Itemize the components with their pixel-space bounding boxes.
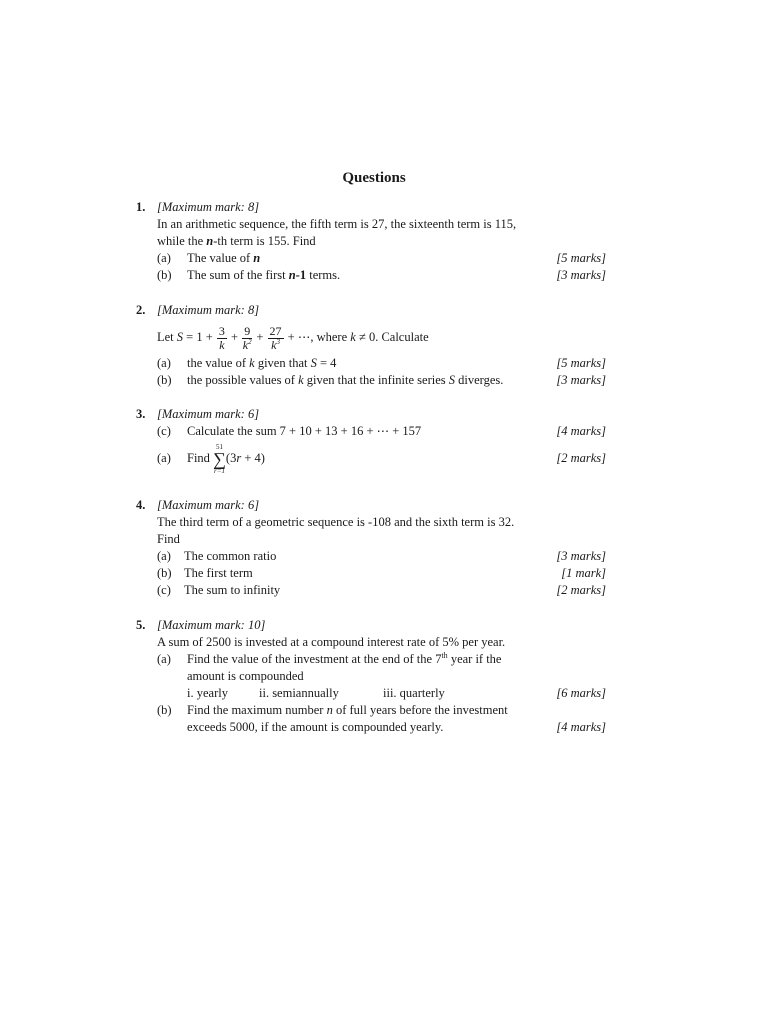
marks-label: [5 marks] xyxy=(556,356,606,370)
question-number: 3. xyxy=(136,407,146,421)
part-text: amount is compounded xyxy=(187,669,304,683)
part-label: (a) xyxy=(157,549,171,563)
marks-label: [3 marks] xyxy=(556,268,606,282)
part-text: the possible values of k given that the infinite series S diverges. xyxy=(187,373,504,387)
question-heading: [Maximum mark: 6] xyxy=(157,407,260,421)
marks-label: [2 marks] xyxy=(556,583,606,597)
part-text: Find 51 ∑ r=1 (3r + 4) xyxy=(187,443,265,476)
marks-label: [1 mark] xyxy=(561,566,606,580)
question-text: Find xyxy=(157,532,180,546)
marks-label: [2 marks] xyxy=(556,451,606,465)
marks-label: [5 marks] xyxy=(556,251,606,265)
part-label: (b) xyxy=(157,268,172,282)
question-heading: [Maximum mark: 6] xyxy=(157,498,260,512)
marks-label: [4 marks] xyxy=(556,424,606,438)
question-text: A sum of 2500 is invested at a compound interest rate of 5% per year. xyxy=(157,635,506,649)
part-label: (c) xyxy=(157,424,171,438)
question-5 xyxy=(136,617,606,736)
option-semiannually: ii. semiannually xyxy=(259,686,339,700)
part-text: exceeds 5000, if the amount is compounded yearly. xyxy=(187,720,444,734)
part-text: The first term xyxy=(184,566,253,580)
question-number: 2. xyxy=(136,303,146,317)
part-label: (b) xyxy=(157,566,172,580)
part-label: (b) xyxy=(157,373,172,387)
question-2 xyxy=(136,302,606,389)
part-label: (a) xyxy=(157,451,171,465)
part-label: (a) xyxy=(157,652,171,666)
marks-label: [3 marks] xyxy=(556,549,606,563)
part-text: The common ratio xyxy=(184,549,277,563)
question-number: 4. xyxy=(136,498,146,512)
summation-symbol: 51 ∑ r=1 xyxy=(213,443,226,476)
question-number: 5. xyxy=(136,618,146,632)
part-label: (a) xyxy=(157,251,171,265)
marks-label: [4 marks] xyxy=(556,720,606,734)
question-text: In an arithmetic sequence, the fifth term is 27, the sixteenth term is 115, xyxy=(157,217,517,231)
part-text: The sum to infinity xyxy=(184,583,281,597)
question-number: 1. xyxy=(136,200,146,214)
marks-label: [6 marks] xyxy=(556,686,606,700)
question-heading: [Maximum mark: 10] xyxy=(157,618,266,632)
part-text: Find the maximum number n of full years before the investment xyxy=(187,703,508,717)
series-formula: Let S = 1 + $\frac{3}{k}$ + $\frac{9}{k^2}$ + $\frac{27}{k^3}$ + ⋯, where k ≠ 0. Calculate xyxy=(157,323,429,352)
question-1 xyxy=(136,199,606,284)
option-quarterly: iii. quarterly xyxy=(383,686,445,700)
question-3 xyxy=(136,406,606,476)
question-heading: [Maximum mark: 8] xyxy=(157,303,260,317)
question-text: The third term of a geometric sequence is -108 and the sixth term is 32. xyxy=(157,515,515,529)
fraction: $\frac{9}{k^2}$ xyxy=(242,323,252,352)
option-yearly: i. yearly xyxy=(187,686,228,700)
question-4 xyxy=(136,497,606,599)
marks-label: [3 marks] xyxy=(556,373,606,387)
page-title: Questions xyxy=(342,170,406,186)
question-heading: [Maximum mark: 8] xyxy=(157,200,260,214)
part-text: The value of n xyxy=(187,251,261,265)
part-label: (c) xyxy=(157,583,171,597)
fraction: $\frac{27}{k^3}$ xyxy=(269,323,282,352)
part-text: The sum of the first n-1 terms. xyxy=(187,268,341,282)
question-text: while the n-th term is 155. Find xyxy=(157,234,316,248)
part-text: Calculate the sum 7 + 10 + 13 + 16 + ⋯ + 157 xyxy=(187,424,422,438)
part-text: Find the value of the investment at the end of the 7th year if the xyxy=(187,650,502,666)
part-label: (a) xyxy=(157,356,171,370)
fraction: $\frac{3}{k}$ xyxy=(218,323,225,352)
part-text: the value of k given that S = 4 xyxy=(187,356,337,370)
part-label: (b) xyxy=(157,703,172,717)
